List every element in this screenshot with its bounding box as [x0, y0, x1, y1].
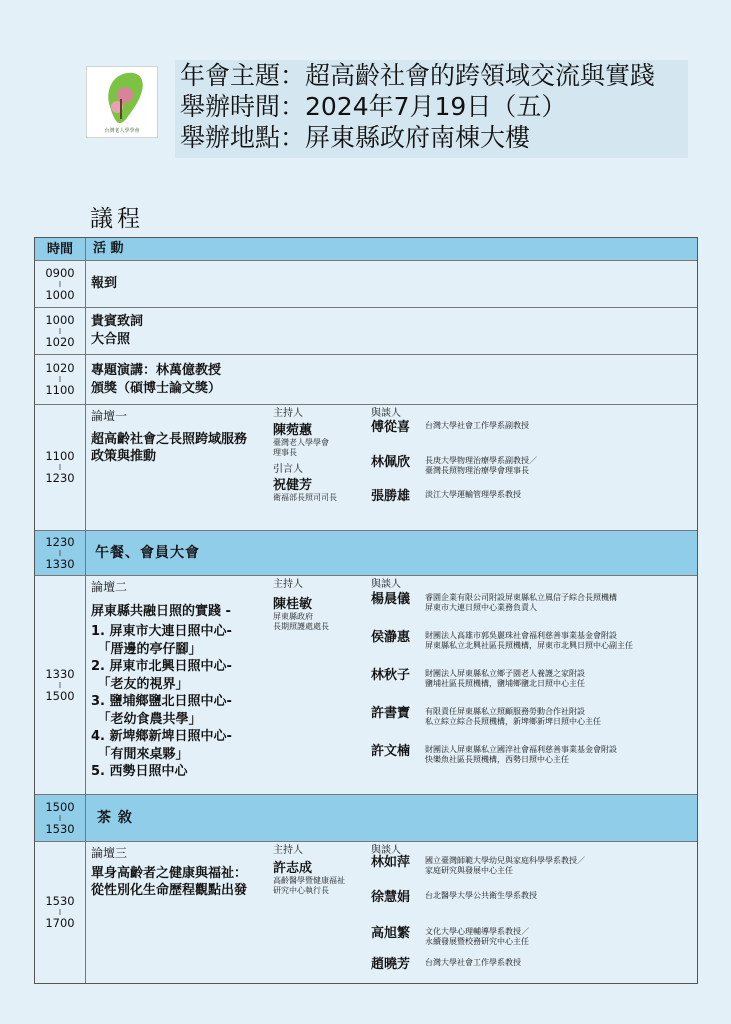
- host-desc: 臺灣老人學學會 理事長: [273, 438, 329, 457]
- event-date: 舉辦時間：2024年7月19日（五）: [180, 92, 567, 121]
- table-row-forum-3: [35, 842, 697, 983]
- panelist: 許書寶 有限責任屏東縣私立照顧服務勞動合作社附設 私立綜立綜合長照機構，新埤鄉新埤日照中心主任: [371, 706, 601, 726]
- panelist: 林佩欣 長庚大學物理治療學系副教授／ 臺灣長照物理治療學會理事長: [371, 455, 537, 475]
- event-info-box: [175, 60, 688, 158]
- host-label: 主持人: [273, 408, 303, 419]
- forum-title: 屏東縣共融日照的實踐 -: [91, 604, 231, 619]
- panelist: 趙曉芳 台灣大學社會工作學系教授: [371, 957, 521, 972]
- panelist: 許文楠 財團法人屏東縣私立國淬社會福利慈善事業基金會附設 快樂魚社區長照機構，西勢日照中心主任: [371, 744, 617, 764]
- event-venue: 舉辦地點：屏東縣政府南棟大樓: [180, 123, 531, 152]
- table-row: [35, 261, 697, 308]
- forum-label: 論壇二: [91, 580, 128, 594]
- time-cell: 1530 l 1700: [35, 842, 86, 983]
- forum-info: [91, 842, 271, 983]
- agenda-title: 議程: [90, 206, 144, 232]
- table-row: [35, 308, 697, 355]
- host-name: 陳桂敏: [273, 597, 313, 612]
- panel-label: 與談人: [371, 408, 401, 419]
- host-label: 主持人: [273, 579, 303, 590]
- host-name: 許志成: [273, 861, 313, 876]
- intro-desc: 衛福部長照司司長: [273, 493, 337, 502]
- host-column: [273, 842, 370, 983]
- host-desc: 高齡醫學暨健康福祉 研究中心執行長: [273, 876, 345, 895]
- panel-label: 與談人: [371, 579, 401, 590]
- host-column: [273, 405, 370, 530]
- activity-cell: 午餐、會員大會: [95, 545, 200, 561]
- time-column-header: 時間: [35, 238, 86, 260]
- association-logo: [86, 66, 158, 138]
- host-column: [273, 576, 370, 794]
- panel-label: 與談人: [371, 845, 401, 856]
- panelist: 傅從喜 台灣大學社會工作學系副教授: [371, 420, 529, 435]
- forum-title: 單身高齡者之健康與福祉： 從性別化生命歷程觀點出發: [91, 866, 248, 898]
- table-row-forum-2: [35, 576, 697, 795]
- activity-cell: 專題演講：林萬億教授 頒獎（碩博士論文獎）: [91, 362, 222, 396]
- panelist: 侯瀞惠 財團法人高雄市郭吳麗珠社會福利慈善事業基金會附設 屏東縣私立北興社區長照機構，屏東市北興日照中心副主任: [371, 630, 633, 650]
- host-desc: 屏東縣政府 長期照護處處長: [273, 612, 329, 631]
- forum-items: 1. 屏東市大連日照中心- 「厝邊的亭仔腳」 2. 屏東市北興日照中心- 「老友的視界」 3. 鹽埔鄉鹽北日照中心- 「老幼食農共學」 4. 新埤鄉新埤日照中心- 「有閒來桌夥」 5. 西勢日照中心: [91, 624, 232, 779]
- intro-name: 祝健芳: [273, 478, 313, 493]
- forum-info: [91, 576, 271, 794]
- panelist-column: [371, 576, 693, 794]
- table-row-tea-break: [35, 795, 697, 842]
- activity-cell: 貴賓致詞 大合照: [91, 314, 144, 347]
- time-cell: 0900 l 1000: [35, 261, 86, 307]
- panelist: 張勝雄 淡江大學運輸管理學系教授: [371, 489, 521, 504]
- forum-label: 論壇三: [91, 846, 128, 860]
- forum-info: [91, 405, 271, 530]
- table-row-lunch: [35, 531, 697, 576]
- panelist-column: [371, 842, 693, 983]
- forum-title: 超高齡社會之長照跨域服務 政策與推動: [91, 432, 248, 464]
- panelist-column: [371, 405, 693, 530]
- panelist: 高旭繁 文化大學心理輔導學系教授／ 永續發展暨校務研究中心主任: [371, 926, 529, 946]
- time-cell: 1000 l 1020: [35, 308, 86, 354]
- time-cell: 1100 l 1230: [35, 405, 86, 530]
- time-cell: 1330 l 1500: [35, 576, 86, 794]
- activity-cell: 報到: [91, 276, 118, 291]
- activity-cell: 茶 敘: [97, 810, 133, 826]
- table-row: [35, 355, 697, 405]
- table-header-row: [35, 238, 697, 261]
- taiwan-map-icon: [87, 67, 157, 137]
- panelist: 楊晨儀 睿園企業有限公司附設屏東縣私立風信子綜合長照機構 屏東市大連日照中心業務負責人: [371, 592, 617, 612]
- panelist: 林秋子 財團法人屏東縣私立鄉子園老人養護之家附設 鹽埔社區長照機構，鹽埔鄉鹽北日照中心主任: [371, 668, 585, 688]
- time-cell: 1020 l 1100: [35, 355, 86, 404]
- event-theme: 年會主題：超高齡社會的跨領域交流與實踐: [180, 61, 656, 90]
- panelist: 徐慧娟 台北醫學大學公共衛生學系教授: [371, 890, 537, 905]
- schedule-table: [34, 237, 698, 984]
- activity-column-header: 活 動: [93, 241, 124, 256]
- host-name: 陳菀蕙: [273, 423, 313, 438]
- forum-label: 論壇一: [91, 409, 128, 423]
- time-cell: 1500 l 1530: [35, 795, 86, 841]
- logo-caption: 台灣老人學學會: [104, 128, 140, 134]
- host-label: 主持人: [273, 845, 303, 856]
- time-cell: 1230 l 1330: [35, 531, 86, 575]
- panelist: 林如萍 國立臺灣師範大學幼兒與家庭科學學系教授／ 家庭研究與發展中心主任: [371, 855, 585, 875]
- intro-label: 引言人: [273, 464, 303, 475]
- table-row-forum-1: [35, 405, 697, 531]
